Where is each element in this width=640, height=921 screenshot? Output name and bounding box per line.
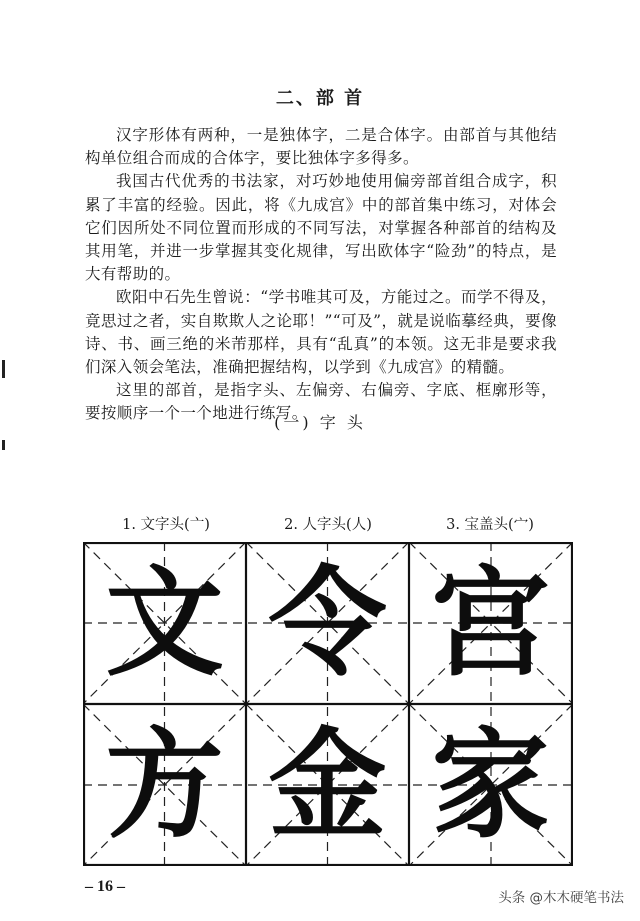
practice-grid (83, 542, 573, 866)
practice-character: 方 (105, 715, 224, 854)
watermark: 头条 @木木硬笔书法 (498, 890, 624, 906)
section-heading: 二、部 首 (275, 88, 365, 109)
practice-label: 3. 宝盖头(宀) (446, 517, 534, 533)
practice-character: 金 (268, 715, 387, 854)
scan-edge-mark (2, 360, 5, 378)
sub-heading: (一) 字 头 (274, 413, 366, 432)
paragraph: 我国古代优秀的书法家，对巧妙地使用偏旁部首组合成字，积累了丰富的经验。因此，将《九成宫》中的部首集中练习，对体会它们因所处不同位置而形成的不同写法，对掌握各种部首的结构及其用笔，并进一步掌握其变化规律，写出欧体字“险劲”的特点，是大有帮助的。 (85, 172, 557, 284)
practice-character: 宫 (431, 553, 550, 692)
scan-edge-mark (2, 440, 5, 450)
paragraph: 欧阳中石先生曾说：“学书唯其可及，方能过之。而学不得及，竟思过之者，实自欺欺人之论耶！”“可及”，就是说临摹经典，要像诗、书、画三绝的米芾那样，具有“乱真”的本领。这无非是要求我们深入领会笔法，准确把握结构，以学到《九成宫》的精髓。 (85, 288, 557, 377)
practice-labels (85, 513, 571, 534)
practice-character: 家 (431, 715, 550, 854)
practice-label: 2. 人字头(人) (284, 517, 372, 533)
practice-character: 文 (105, 553, 224, 692)
practice-character: 令 (268, 553, 387, 692)
body-text (85, 124, 557, 426)
page-number: – 16 – (85, 878, 125, 895)
paragraph: 汉字形体有两种，一是独体字，二是合体字。由部首与其他结构单位组合而成的合体字，要比独体字多得多。 (85, 126, 557, 168)
paragraph: 这里的部首，是指字头、左偏旁、右偏旁、字底、框廓形等，要按顺序一个一个地进行练写。 (85, 381, 557, 423)
practice-label: 1. 文字头(亠) (122, 517, 210, 533)
